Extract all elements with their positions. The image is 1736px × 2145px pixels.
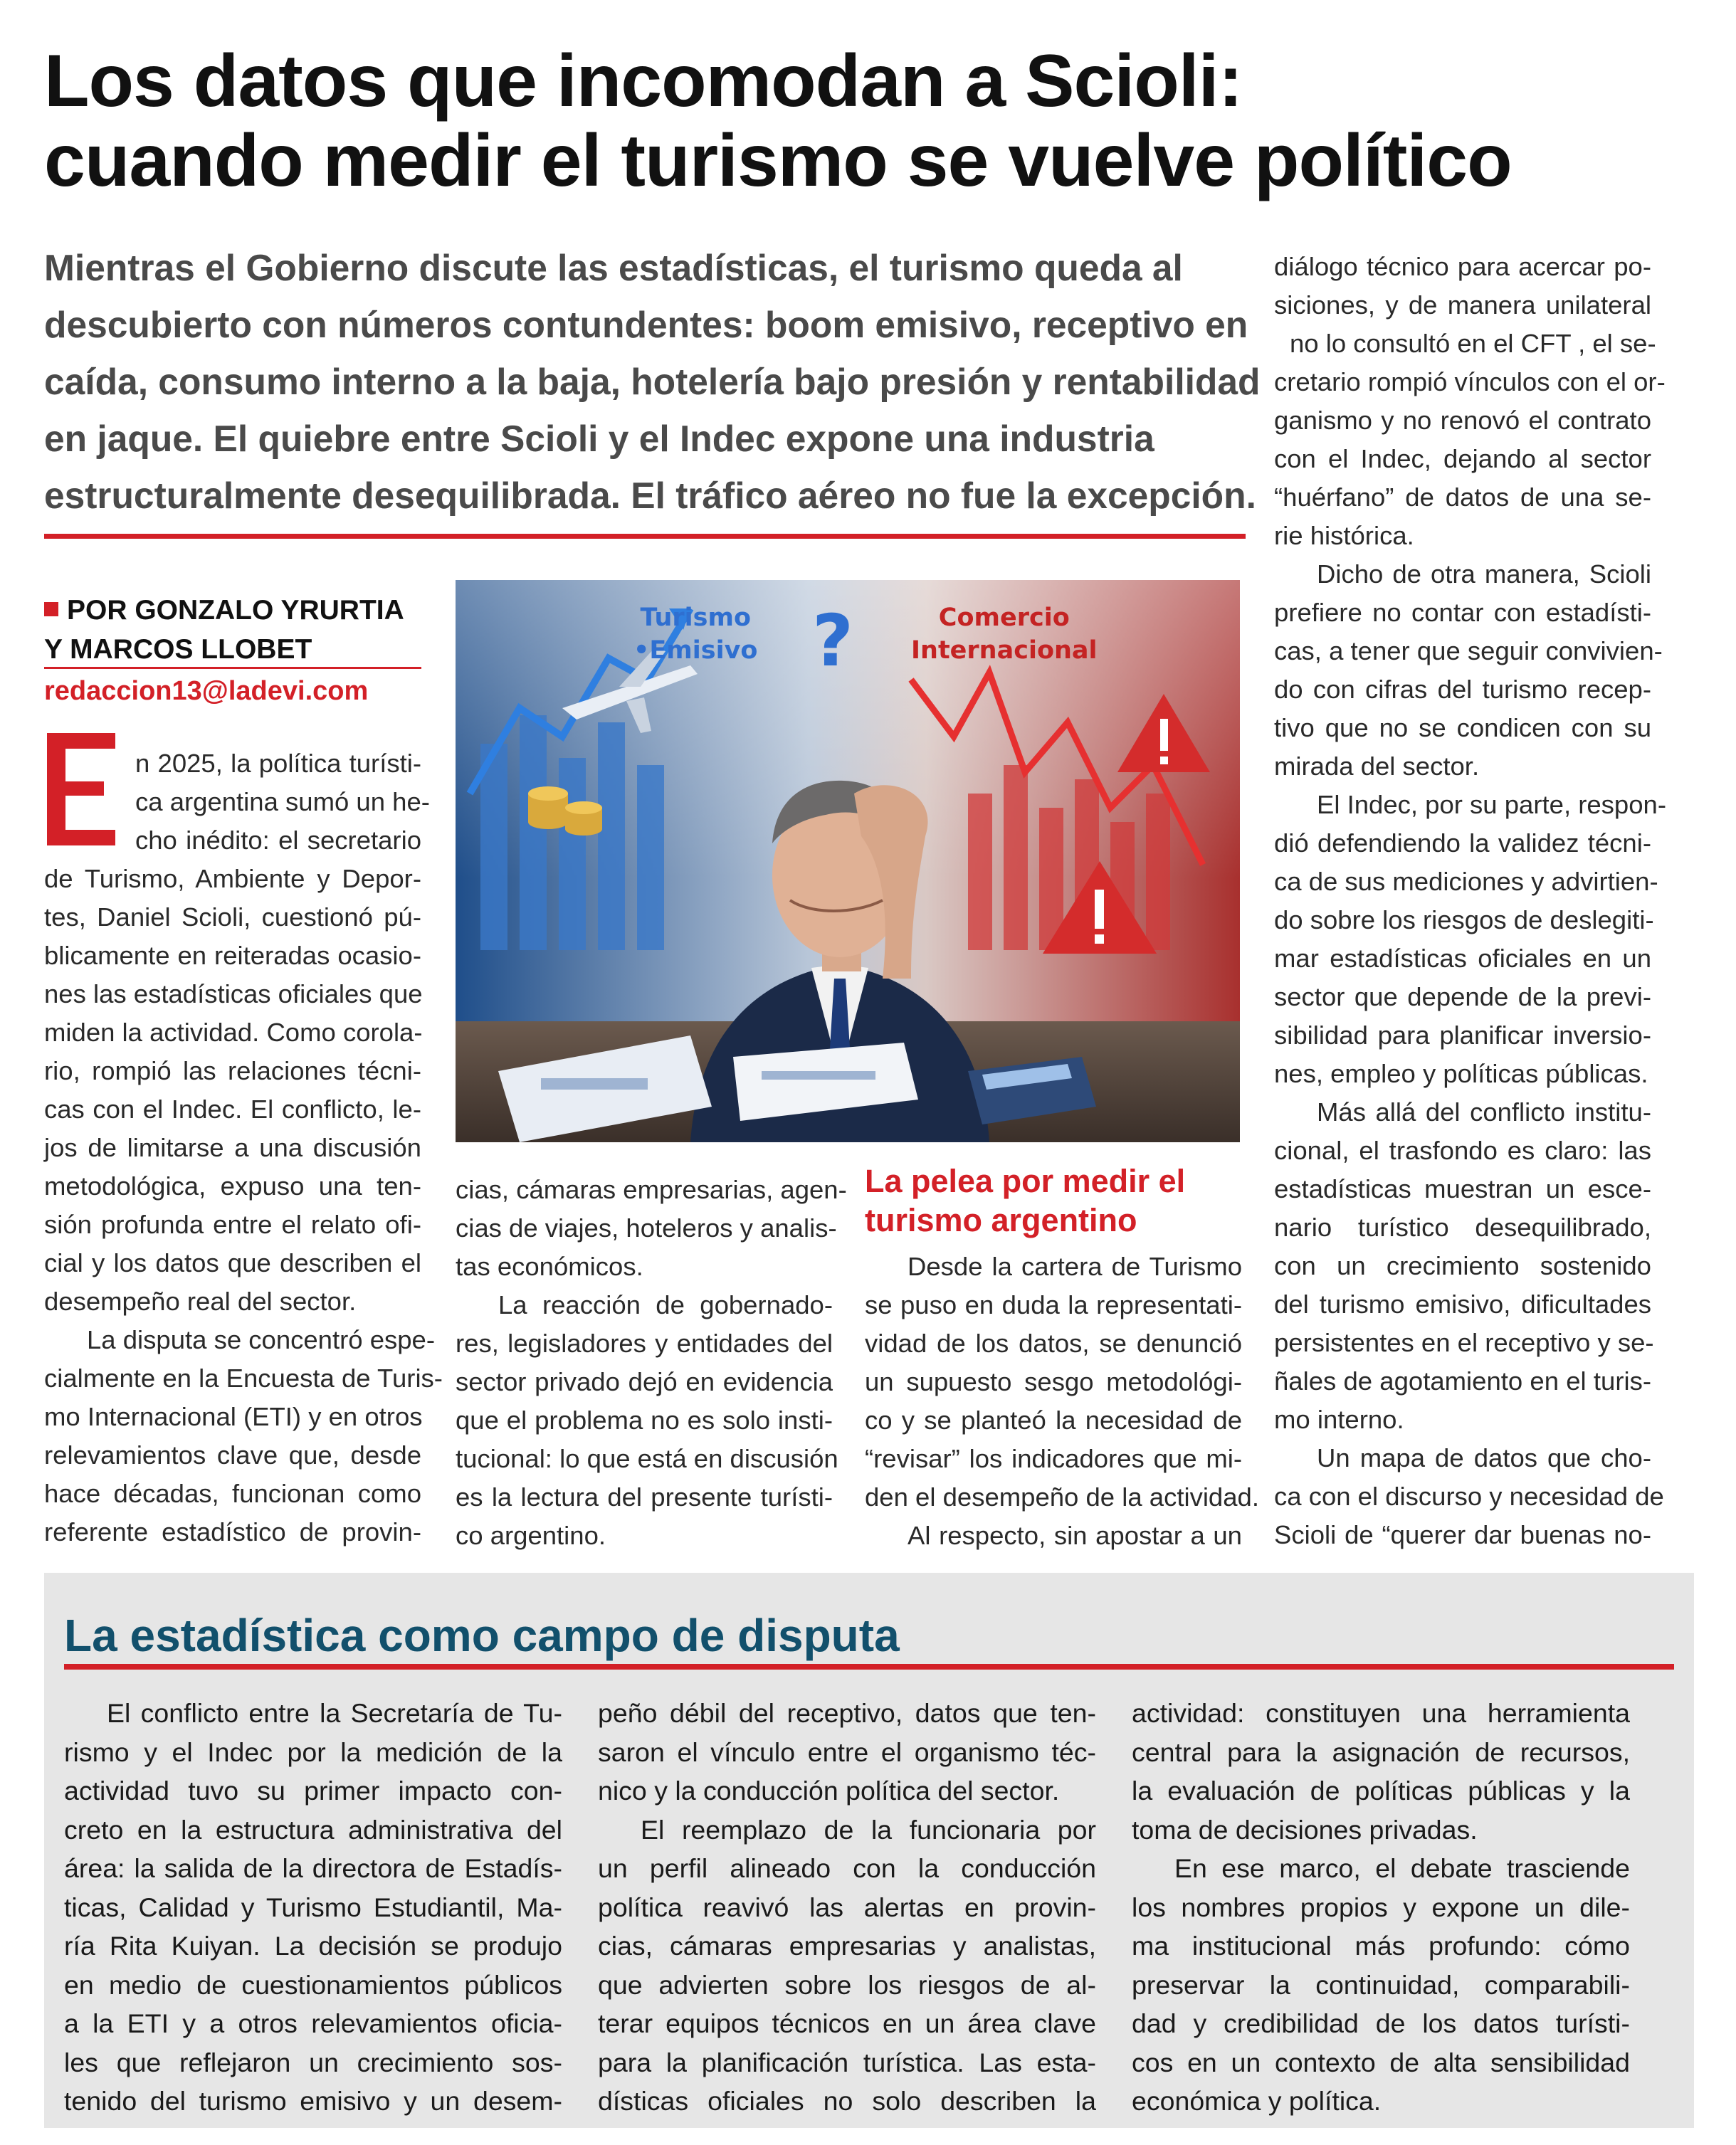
lede-line: caída, consumo interno a la baja, hotelería bajo presión y rentabilidad <box>44 361 1261 402</box>
article-column-3 <box>865 1248 1259 1555</box>
box-line: peño débil del receptivo, datos que ten- <box>598 1698 1096 1728</box>
red-square-icon <box>44 602 58 616</box>
column-line: rie histórica. <box>1274 521 1414 550</box>
box-line: saron el vínculo entre el organismo téc- <box>598 1736 1096 1767</box>
box-line: El reemplazo de la funcionaria por <box>641 1814 1096 1845</box>
column-line: tucional: lo que está en discusión <box>456 1444 838 1473</box>
box-line: la evaluación de políticas públicas y la <box>1132 1776 1630 1806</box>
byline <box>44 591 421 669</box>
column-line: un supuesto sesgo metodológi- <box>865 1367 1242 1396</box>
article-photo <box>456 580 1240 1142</box>
box-line: toma de decisiones privadas. <box>1132 1814 1478 1845</box>
column-line: tas económicos. <box>456 1252 643 1281</box>
column-line: cias de viajes, hoteleros y analis- <box>456 1213 837 1243</box>
svg-text:?: ? <box>811 599 854 682</box>
box-line: les que reflejaron un crecimiento sos- <box>64 2047 562 2077</box>
byline-line <box>44 591 421 630</box>
column-line: prefiere no contar con estadísti- <box>1274 598 1651 627</box>
column-line: con el Indec, dejando al sector <box>1274 444 1651 473</box>
column-line: mo interno. <box>1274 1405 1404 1434</box>
column-line: Un mapa de datos que cho- <box>1317 1443 1651 1472</box>
box-line: dísticas oficiales no solo describen la <box>598 2086 1096 2116</box>
byline-authors: POR GONZALO YRURTIA <box>67 595 404 626</box>
column-line: El Indec, por su parte, respon- <box>1317 790 1666 819</box>
label-text: Turismo •Emisivo <box>633 604 758 665</box>
box-line: un perfil alineado con la conducción <box>598 1853 1096 1883</box>
subhead: La pelea por medir el turismo argentino <box>865 1163 1186 1238</box>
box-line: para la planificación turística. Las esta- <box>598 2047 1096 2077</box>
box-line: área: la salida de la directora de Estadís- <box>64 1853 562 1883</box>
box-column-1 <box>64 1694 562 2121</box>
box-line: tenido del turismo emisivo y un desem- <box>64 2086 562 2116</box>
box-line: cos en un contexto de alta sensibilidad <box>1132 2047 1630 2077</box>
column-line: cas con el Indec. El conflicto, le- <box>44 1095 421 1124</box>
column-line: diálogo técnico para acercar po- <box>1274 252 1651 281</box>
headline <box>44 41 1710 201</box>
headline-line: Los datos que incomodan a Scioli: <box>44 40 1243 122</box>
box-line: actividad tuvo su primer impacto con- <box>64 1776 562 1806</box>
column-line: desempeño real del sector. <box>44 1287 357 1316</box>
box-line: actividad: constituyen una herramienta <box>1132 1698 1630 1728</box>
box-line: terar equipos técnicos en un área clave <box>598 2008 1096 2038</box>
photo-illustration <box>456 580 1240 1142</box>
box-line: cias, cámaras empresarias y analistas, <box>598 1931 1096 1961</box>
column-line: den el desempeño de la actividad. <box>865 1482 1259 1512</box>
label-comercio-internacional <box>911 601 1098 667</box>
column-line: ganismo y no renovó el contrato <box>1274 406 1651 435</box>
box-line: en medio de cuestionamientos públicos <box>64 1969 562 2000</box>
column-line: sector privado dejó en evidencia <box>456 1367 833 1396</box>
article-column-4 <box>1274 248 1666 1554</box>
column-line: nario turístico desequilibrado, <box>1274 1213 1651 1242</box>
box-line: dad y credibilidad de los datos turísti- <box>1132 2008 1630 2038</box>
column-line: “revisar” los indicadores que mi- <box>865 1444 1242 1473</box>
column-line: de Turismo, Ambiente y Depor- <box>44 864 421 893</box>
box-line: nico y la conducción política del sector. <box>598 1776 1060 1806</box>
column-line: Más allá del conflicto institu- <box>1317 1097 1651 1127</box>
column-line: ñales de agotamiento en el turis- <box>1274 1366 1651 1396</box>
lede-line: estructuralmente desequilibrada. El tráfico aéreo no fue la excepción. <box>44 475 1256 516</box>
column-line: cho inédito: el secretario <box>135 826 421 855</box>
box-line: económica y política. <box>1132 2086 1382 2116</box>
column-line: cional, el trasfondo es claro: las <box>1274 1136 1651 1165</box>
label-turismo-emisivo <box>633 601 757 667</box>
box-line: ma institucional más profundo: cómo <box>1132 1931 1630 1961</box>
lede-divider <box>44 534 1246 539</box>
column-line: mirada del sector. <box>1274 752 1480 781</box>
byline-line: Y MARCOS LLOBET <box>44 634 312 665</box>
column-line: del turismo emisivo, dificultades <box>1274 1290 1651 1319</box>
column-line: mo Internacional (ETI) y en otros <box>44 1402 423 1431</box>
headline-line: cuando medir el turismo se vuelve político <box>44 120 1512 202</box>
byline-divider <box>44 667 421 669</box>
box-column-2 <box>598 1694 1096 2121</box>
column-line: hace décadas, funcionan como <box>44 1479 421 1508</box>
column-line: blicamente en reiteradas ocasio- <box>44 941 421 970</box>
column-line: referente estadístico de provin- <box>44 1517 421 1546</box>
label-text: Comercio Internacional <box>911 604 1098 665</box>
box-title: La estadística como campo de disputa <box>64 1610 900 1661</box>
column-line: tivo que no se condicen con su <box>1274 713 1651 742</box>
column-line: vidad de los datos, se denunció <box>865 1329 1242 1358</box>
article-column-1 <box>44 821 443 1551</box>
lede-line: Mientras el Gobierno discute las estadísticas, el turismo queda al <box>44 247 1183 288</box>
column-line: con un crecimiento sostenido <box>1274 1251 1651 1280</box>
column-line: do con cifras del turismo recep- <box>1274 675 1651 704</box>
column-line: ca con el discurso y necesidad de <box>1274 1482 1664 1511</box>
column-line: que el problema no es solo insti- <box>456 1406 833 1435</box>
column-line: persistentes en el receptivo y se- <box>1274 1328 1654 1357</box>
box-line: los nombres propios y expone un dile- <box>1132 1892 1630 1922</box>
box-title-divider <box>64 1664 1674 1670</box>
box-line: ticas, Calidad y Turismo Estudiantil, Ma- <box>64 1892 562 1922</box>
article-column-2 <box>456 1171 847 1555</box>
column-line: co argentino. <box>456 1521 606 1550</box>
column-line: cas, a tener que seguir convivien- <box>1274 636 1663 665</box>
box-line: central para la asignación de recursos, <box>1132 1736 1630 1767</box>
column-line: nes las estadísticas oficiales que <box>44 979 423 1008</box>
column-line: “huérfano” de datos de una se- <box>1274 483 1651 512</box>
box-line: En ese marco, el debate trasciende <box>1174 1853 1630 1883</box>
question-icon <box>812 599 853 682</box>
column-line: Al respecto, sin apostar a un <box>908 1521 1242 1550</box>
box-column-3 <box>1132 1694 1630 2121</box>
lede-line: en jaque. El quiebre entre Scioli y el Indec expone una industria <box>44 418 1154 459</box>
column-line: tes, Daniel Scioli, cuestionó pú- <box>44 902 421 932</box>
column-line: metodológica, expuso una ten- <box>44 1171 421 1201</box>
column-line: siciones, y de manera unilateral <box>1274 290 1651 320</box>
lede <box>44 239 1261 524</box>
column-line: co y se planteó la necesidad de <box>865 1406 1242 1435</box>
column-line: do sobre los riesgos de deslegiti- <box>1274 905 1654 934</box>
box-line: ría Rita Kuiyan. La decisión se produjo <box>64 1931 562 1961</box>
box-line: preservar la continuidad, comparabili- <box>1132 1969 1630 2000</box>
column-line: res, legisladores y entidades del <box>456 1329 833 1358</box>
column-line: es la lectura del presente turísti- <box>456 1482 833 1512</box>
column-line: La reacción de gobernado- <box>498 1290 833 1319</box>
column-line: n 2025, la política turísti- <box>135 749 421 778</box>
column-line: se puso en duda la representati- <box>865 1290 1242 1319</box>
box-line: creto en la estructura administrativa del <box>64 1814 562 1845</box>
column-line: miden la actividad. Como corola- <box>44 1018 423 1047</box>
article-column-1-top <box>135 744 430 821</box>
box-line: El conflicto entre la Secretaría de Tu- <box>107 1698 562 1728</box>
box-line: rismo y el Indec por la medición de la <box>64 1736 562 1767</box>
column-line: ca de sus mediciones y advirtien- <box>1274 867 1658 896</box>
column-line: cial y los datos que describen el <box>44 1248 421 1277</box>
lede-line: descubierto con números contundentes: boom emisivo, receptivo en <box>44 304 1248 345</box>
column-line: relevamientos clave que, desde <box>44 1440 421 1470</box>
column-line: jos de limitarse a una discusión <box>44 1133 421 1162</box>
column-line: Desde la cartera de Turismo <box>908 1252 1242 1281</box>
box-line: a la ETI y a otros relevamientos oficia- <box>64 2008 562 2038</box>
column-line: cretario rompió vínculos con el or- <box>1274 367 1666 396</box>
column-line: sibilidad para planificar inversio- <box>1274 1021 1651 1050</box>
box-line: política reavivó las alertas en provin- <box>598 1892 1096 1922</box>
column-line: sector que depende de la previ- <box>1274 982 1651 1011</box>
column-line: dió defendiendo la validez técni- <box>1274 828 1651 858</box>
column-line: Dicho de otra manera, Scioli <box>1317 559 1651 589</box>
column-line: ca argentina sumó un he- <box>135 787 430 816</box>
column-line: cias, cámaras empresarias, agen- <box>456 1175 847 1204</box>
column-line: La disputa se concentró espe- <box>87 1325 436 1354</box>
column-line: sión profunda entre el relato ofi- <box>44 1210 421 1239</box>
column-line: nes, empleo y políticas públicas. <box>1274 1059 1648 1088</box>
column-line: no lo consultó en el CFT , el se- <box>1290 329 1656 358</box>
column-line: mar estadísticas oficiales en un <box>1274 944 1651 973</box>
box-line: que advierten sobre los riesgos de al- <box>598 1969 1096 2000</box>
column-line: cialmente en la Encuesta de Turis- <box>44 1364 443 1393</box>
column-line: rio, rompió las relaciones técni- <box>44 1056 421 1085</box>
column-line: estadísticas muestran un esce- <box>1274 1174 1651 1203</box>
column-line: Scioli de “querer dar buenas no- <box>1274 1520 1651 1549</box>
author-email[interactable]: redaccion13@ladevi.com <box>44 676 369 706</box>
